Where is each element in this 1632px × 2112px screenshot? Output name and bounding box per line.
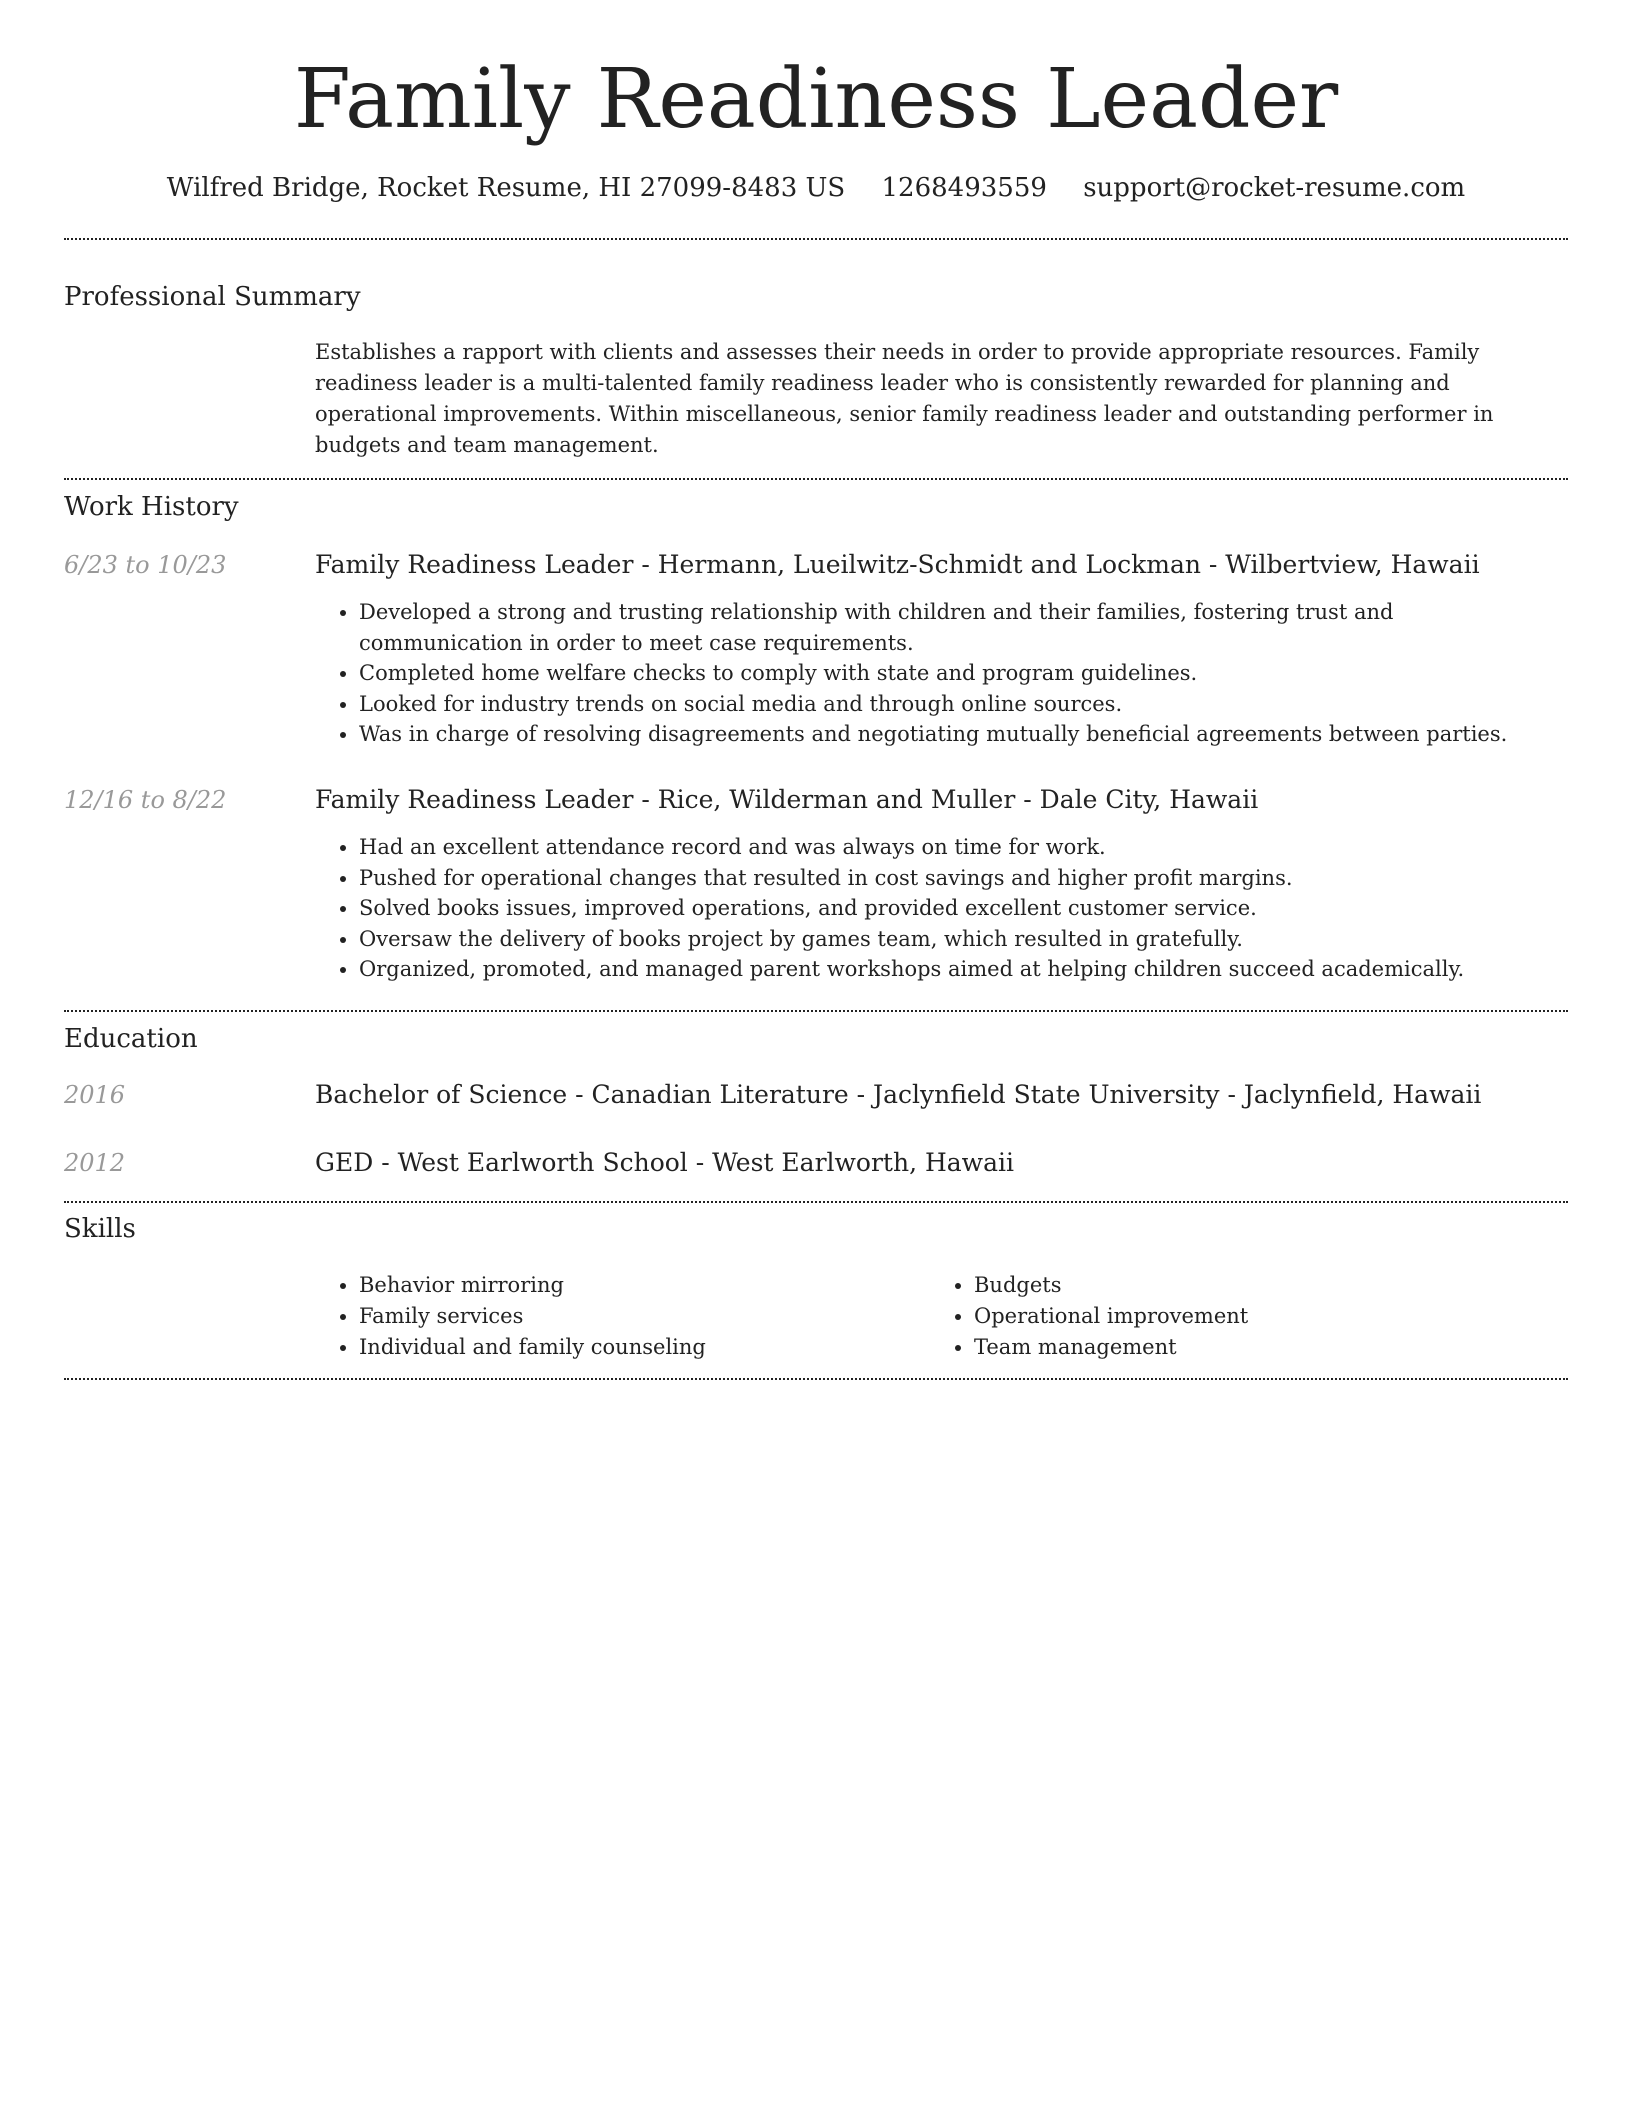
list-item: • Solved books issues, improved operations, and provided excellent customer service.	[359, 893, 1555, 924]
skills-heading: Skills	[64, 1214, 136, 1244]
divider	[64, 1010, 1568, 1012]
education-2-line	[315, 1146, 1565, 1180]
job-2-employer: - Rice, Wilderman and Muller - Dale City, Hawaii	[633, 785, 1259, 814]
job-1-dates: 6/23 to 10/23	[64, 551, 227, 579]
list-item: • Organized, promoted, and managed parent workshops aimed at helping children succeed academically.	[359, 954, 1555, 985]
education-1-year: 2016	[64, 1081, 126, 1109]
divider	[64, 238, 1568, 240]
list-item: • Budgets	[974, 1270, 1530, 1301]
list-item: • Family services	[359, 1301, 915, 1332]
job-1-title: Family Readiness Leader	[315, 550, 634, 579]
education-heading: Education	[64, 1024, 198, 1054]
job-1-title-line	[315, 548, 1565, 582]
list-item: • Operational improvement	[974, 1301, 1530, 1332]
job-2-dates: 12/16 to 8/22	[64, 786, 227, 814]
list-item: • Completed home welfare checks to comply with state and program guidelines.	[359, 658, 1555, 689]
education-2-school: - West Earlworth School - West Earlworth, Hawaii	[373, 1148, 1014, 1177]
resume-title: Family Readiness Leader	[293, 52, 1339, 147]
list-item: • Looked for industry trends on social media and through online sources.	[359, 689, 1555, 720]
skills-list-left	[315, 1270, 915, 1363]
contact-address: Wilfred Bridge, Rocket Resume, HI 27099-8483 US	[166, 173, 846, 203]
divider	[64, 1201, 1568, 1203]
list-item: • Individual and family counseling	[359, 1332, 915, 1363]
list-item: • Was in charge of resolving disagreements and negotiating mutually beneficial agreements between parties.	[359, 719, 1555, 750]
list-item: • Oversaw the delivery of books project by games team, which resulted in gratefully.	[359, 924, 1555, 955]
job-2-bullets	[315, 832, 1555, 985]
list-item: • Behavior mirroring	[359, 1270, 915, 1301]
education-2-year: 2012	[64, 1149, 126, 1177]
list-item: • Pushed for operational changes that resulted in cost savings and higher profit margins.	[359, 863, 1555, 894]
summary-heading: Professional Summary	[64, 282, 361, 312]
job-2-title-line	[315, 783, 1565, 817]
list-item: • Team management	[974, 1332, 1530, 1363]
summary-text: Establishes a rapport with clients and assesses their needs in order to provide appropriate resources. Family readiness leader is a multi-talented family readiness leader who is consistently rewarded for planning and operational improvements. Within miscellaneous, senior family readiness leader and outstanding performer in budgets and team management.	[315, 340, 1494, 457]
skills-list-right	[930, 1270, 1530, 1363]
job-2-title: Family Readiness Leader	[315, 785, 634, 814]
job-1-employer: - Hermann, Lueilwitz-Schmidt and Lockman - Wilbertview, Hawaii	[633, 550, 1480, 579]
job-1-bullets	[315, 597, 1555, 750]
education-1-degree: Bachelor of Science - Canadian Literature	[315, 1080, 849, 1109]
contact-phone: 1268493559	[881, 173, 1047, 203]
divider	[64, 478, 1568, 480]
contact-email: support@rocket-resume.com	[1083, 173, 1466, 203]
work-history-heading: Work History	[64, 492, 239, 522]
list-item: • Had an excellent attendance record and was always on time for work.	[359, 832, 1555, 863]
divider	[64, 1378, 1568, 1380]
education-1-school: - Jaclynfield State University - Jaclynfield, Hawaii	[848, 1080, 1482, 1109]
list-item: • Developed a strong and trusting relationship with children and their families, fostering trust and communication in order to meet case requirements.	[359, 597, 1555, 658]
education-1-line	[315, 1078, 1565, 1112]
contact-line	[64, 170, 1568, 206]
education-2-degree: GED	[315, 1148, 374, 1177]
